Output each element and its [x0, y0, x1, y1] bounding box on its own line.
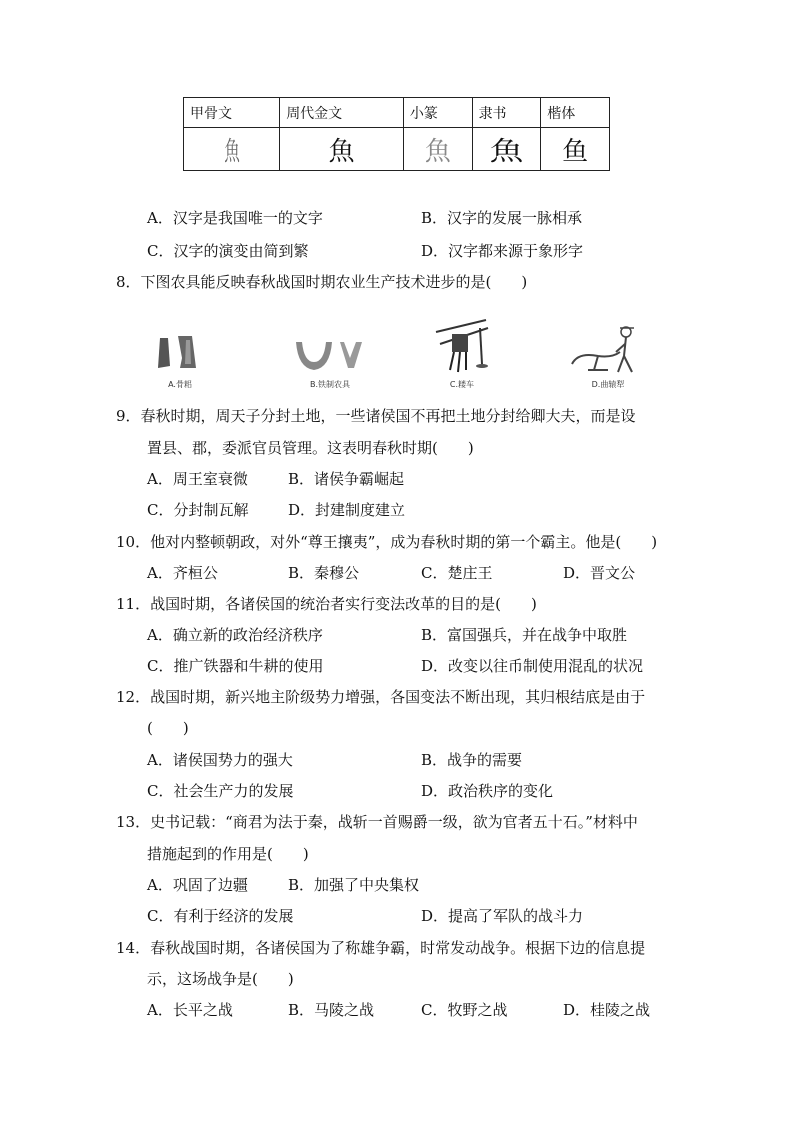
q14-option-b[interactable]: B．马陵之战 [288, 1001, 375, 1019]
caption-d: D.曲辕犁 [591, 380, 625, 389]
farm-tools-figure [150, 318, 650, 390]
q11-option-c[interactable]: C．推广铁器和牛耕的使用 [147, 657, 324, 675]
seed-drill-image [430, 318, 530, 390]
table-header-cell: 小篆 [403, 98, 472, 128]
q12-option-a[interactable]: A．诸侯国势力的强大 [147, 751, 293, 769]
q9-option-c[interactable]: C．分封制瓦解 [147, 501, 249, 519]
q14-option-d[interactable]: D．桂陵之战 [563, 1001, 651, 1019]
table-header-cell: 楷体 [541, 98, 610, 128]
regular-fish-glyph: 鱼 [541, 128, 610, 171]
table-header-cell: 甲骨文 [184, 98, 280, 128]
q9-stem-line2: 置县、郡，委派官员管理。这表明春秋时期( ) [147, 439, 474, 457]
bronze-fish-glyph: 魚 [280, 128, 404, 171]
q12-stem-line1: 12．战国时期，新兴地主阶级势力增强，各国变法不断出现，其归根结底是由于 [116, 688, 646, 706]
q14-option-c[interactable]: C．牧野之战 [421, 1001, 508, 1019]
q13-stem-line1: 13．史书记载：“商君为法于秦，战斩一首赐爵一级，欲为官者五十石。”材料中 [116, 813, 638, 831]
iron-tools-icon [290, 318, 370, 374]
clerical-fish-glyph: 魚 [462, 128, 551, 171]
q10-stem: 10．他对内整顿朝政，对外“尊王攘夷”，成为春秋时期的第一个霸主。他是( ) [116, 533, 658, 551]
q7-option-d[interactable]: D．汉字都来源于象形字 [421, 242, 584, 260]
caption-b: B.铁制农具 [309, 380, 351, 389]
q12-option-c[interactable]: C．社会生产力的发展 [147, 782, 294, 800]
q13-stem-line2: 措施起到的作用是( ) [147, 845, 309, 863]
table-glyph-row [184, 128, 610, 171]
q7-option-b[interactable]: B．汉字的发展一脉相承 [421, 209, 583, 227]
q9-option-a[interactable]: A．周王室衰微 [147, 470, 248, 488]
oracle-bone-fish-glyph: 魚 [203, 128, 261, 171]
table-header-cell: 隶书 [472, 98, 541, 128]
iron-tools-image [290, 318, 390, 390]
caption-c: C.耧车 [449, 380, 475, 389]
caption-a: A.骨耜 [168, 380, 192, 389]
curved-plough-image [568, 318, 668, 390]
q9-option-d[interactable]: D．封建制度建立 [288, 501, 406, 519]
q10-option-d[interactable]: D．晋文公 [563, 564, 636, 582]
q14-option-a[interactable]: A．长平之战 [147, 1001, 233, 1019]
q7-option-c[interactable]: C．汉字的演变由简到繁 [147, 242, 309, 260]
q11-stem: 11．战国时期，各诸侯国的统治者实行变法改革的目的是( ) [116, 595, 537, 613]
q14-stem-line2: 示，这场战争是( ) [147, 970, 294, 988]
bone-spade-image [150, 318, 250, 390]
q11-option-b[interactable]: B．富国强兵，并在战争中取胜 [421, 626, 628, 644]
q13-option-b[interactable]: B．加强了中央集权 [288, 876, 420, 894]
q12-option-b[interactable]: B．战争的需要 [421, 751, 523, 769]
q9-stem-line1: 9．春秋时期，周天子分封土地，一些诸侯国不再把土地分封给卿大夫，而是设 [116, 407, 636, 425]
q12-option-d[interactable]: D．政治秩序的变化 [421, 782, 554, 800]
q13-option-c[interactable]: C．有利于经济的发展 [147, 907, 294, 925]
bone-spade-icon [150, 318, 210, 374]
q10-option-b[interactable]: B．秦穆公 [288, 564, 360, 582]
script-evolution-table [183, 97, 610, 171]
q11-option-a[interactable]: A．确立新的政治经济秩序 [147, 626, 323, 644]
q12-stem-line2: ( ) [147, 719, 189, 737]
table-header-cell: 周代金文 [280, 98, 404, 128]
q7-option-a[interactable]: A．汉字是我国唯一的文字 [147, 209, 323, 227]
seal-fish-glyph: 魚 [403, 128, 472, 171]
seed-drill-icon [430, 318, 494, 378]
q13-option-a[interactable]: A．巩固了边疆 [147, 876, 248, 894]
q14-stem-line1: 14．春秋战国时期，各诸侯国为了称雄争霸，时常发动战争。根据下边的信息提 [116, 939, 646, 957]
q9-option-b[interactable]: B．诸侯争霸崛起 [288, 470, 405, 488]
curved-plough-icon [568, 318, 648, 378]
q11-option-d[interactable]: D．改变以往币制使用混乱的状况 [421, 657, 644, 675]
q10-option-a[interactable]: A．齐桓公 [147, 564, 218, 582]
table-header-row [184, 98, 610, 128]
q8-stem: 8．下图农具能反映春秋战国时期农业生产技术进步的是( ) [116, 273, 528, 291]
q10-option-c[interactable]: C．楚庄王 [421, 564, 493, 582]
q13-option-d[interactable]: D．提高了军队的战斗力 [421, 907, 584, 925]
